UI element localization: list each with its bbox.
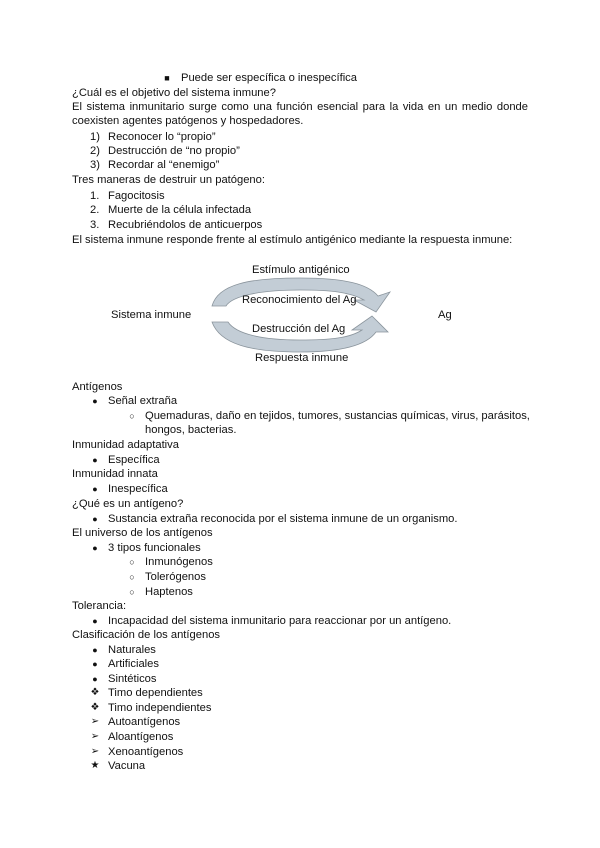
list-item: Reconocer lo “propio” bbox=[108, 131, 216, 143]
list-item: Aloantígenos bbox=[108, 731, 174, 743]
list-number: 2. bbox=[90, 204, 100, 216]
response-intro: El sistema inmune responde frente al estímulo antigénico mediante la respuesta inmune: bbox=[72, 234, 513, 246]
list-item: Incapacidad del sistema inmunitario para reaccionar por un antígeno. bbox=[108, 615, 452, 627]
circle-bullet-icon: ○ bbox=[129, 587, 135, 597]
list-item: Sintéticos bbox=[108, 673, 157, 685]
circle-bullet-icon: ○ bbox=[129, 557, 135, 567]
diagram-top-label: Estímulo antigénico bbox=[252, 264, 350, 276]
list-item: Timo independientes bbox=[108, 702, 212, 714]
arrow-bullet-icon: ➢ bbox=[90, 746, 100, 757]
dot-bullet-icon: ● bbox=[92, 674, 98, 684]
section-title: Antígenos bbox=[72, 381, 123, 393]
diagram-upper-arrow-label: Reconocimiento del Ag bbox=[242, 294, 357, 306]
list-item: Destrucción de “no propio” bbox=[108, 145, 240, 157]
list-item: Haptenos bbox=[145, 586, 193, 598]
section-title: ¿Qué es un antígeno? bbox=[72, 498, 184, 510]
list-number: 3. bbox=[90, 219, 100, 231]
diagram-left-label: Sistema inmune bbox=[111, 309, 192, 321]
dot-bullet-icon: ● bbox=[92, 484, 98, 494]
diagram-bottom-label: Respuesta inmune bbox=[255, 352, 349, 364]
section-title: Inmunidad adaptativa bbox=[72, 439, 179, 451]
list-item: Artificiales bbox=[108, 658, 159, 670]
dot-bullet-icon: ● bbox=[92, 616, 98, 626]
section-title: Clasificación de los antígenos bbox=[72, 629, 221, 641]
list-item: Específica bbox=[108, 454, 160, 466]
circle-bullet-icon: ○ bbox=[129, 411, 135, 421]
arrow-bullet-icon: ➢ bbox=[90, 731, 100, 742]
list-item: Recordar al “enemigo” bbox=[108, 159, 220, 171]
dot-bullet-icon: ● bbox=[92, 396, 98, 406]
paragraph: El sistema inmunitario surge como una función esencial para la vida en un medio donde coexisten agentes patógenos y hospedadores. bbox=[72, 101, 528, 127]
section-title: Tolerancia: bbox=[72, 600, 127, 612]
circle-bullet-icon: ○ bbox=[129, 572, 135, 582]
heading-objective: ¿Cuál es el objetivo del sistema inmune? bbox=[72, 87, 276, 99]
list-item: hongos, bacterias. bbox=[145, 424, 237, 436]
list-number: 1) bbox=[90, 131, 100, 143]
dot-bullet-icon: ● bbox=[92, 645, 98, 655]
list-item: Puede ser específica o inespecífica bbox=[181, 72, 357, 84]
dot-bullet-icon: ● bbox=[92, 455, 98, 465]
list-item: Fagocitosis bbox=[108, 190, 165, 202]
diagram-lower-arrow-label: Destrucción del Ag bbox=[252, 323, 346, 335]
heading-ways: Tres maneras de destruir un patógeno: bbox=[72, 174, 265, 186]
list-item: Xenoantígenos bbox=[108, 746, 184, 758]
list-item: Muerte de la célula infectada bbox=[108, 204, 252, 216]
section-title: El universo de los antígenos bbox=[72, 527, 213, 539]
square-bullet-icon: ■ bbox=[164, 73, 170, 83]
list-item: Naturales bbox=[108, 644, 156, 656]
dot-bullet-icon: ● bbox=[92, 514, 98, 524]
list-number: 2) bbox=[90, 145, 100, 157]
list-item: Inmunógenos bbox=[145, 556, 213, 568]
star-bullet-icon: ★ bbox=[90, 760, 100, 771]
list-item: Señal extraña bbox=[108, 395, 178, 407]
diamond-bullet-icon: ❖ bbox=[90, 687, 100, 698]
list-item: Recubriéndolos de anticuerpos bbox=[108, 219, 263, 231]
diagram-right-label: Ag bbox=[438, 309, 452, 321]
list-item: Vacuna bbox=[108, 760, 146, 772]
list-item: Inespecífica bbox=[108, 483, 168, 495]
list-item: Quemaduras, daño en tejidos, tumores, sustancias químicas, virus, parásitos, bbox=[145, 410, 530, 422]
list-item: Sustancia extraña reconocida por el sistema inmune de un organismo. bbox=[108, 513, 458, 525]
list-item: Timo dependientes bbox=[108, 687, 203, 699]
diamond-bullet-icon: ❖ bbox=[90, 702, 100, 713]
list-number: 1. bbox=[90, 190, 100, 202]
list-item: Tolerógenos bbox=[145, 571, 206, 583]
section-title: Inmunidad innata bbox=[72, 468, 158, 480]
list-number: 3) bbox=[90, 159, 100, 171]
dot-bullet-icon: ● bbox=[92, 659, 98, 669]
arrow-bullet-icon: ➢ bbox=[90, 716, 100, 727]
list-item: 3 tipos funcionales bbox=[108, 542, 201, 554]
dot-bullet-icon: ● bbox=[92, 543, 98, 553]
list-item: Autoantígenos bbox=[108, 716, 181, 728]
